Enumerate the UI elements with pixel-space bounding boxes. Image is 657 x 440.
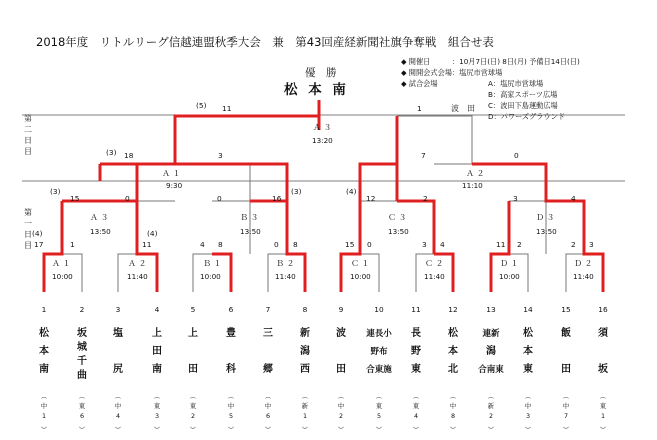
team-entry — [478, 305, 504, 434]
team-group-code: 6 — [265, 412, 271, 420]
team-entry — [300, 305, 310, 434]
team-entry — [152, 305, 162, 434]
team-name-char: 東 — [523, 364, 533, 375]
team-name-char: 尻 — [113, 364, 123, 375]
svg-text:13:50: 13:50 — [388, 227, 409, 236]
team-group-code: 中 — [227, 402, 235, 410]
team-name-char: 連新 — [482, 329, 500, 339]
team-group-code: 8 — [450, 412, 456, 420]
svg-text:Ｄ ３: Ｄ ３ — [536, 213, 555, 222]
venue-c: C：波田下島運動広場 — [488, 101, 558, 110]
team-seed-number: 8 — [302, 305, 308, 314]
team-name-char: 飯 — [561, 328, 571, 339]
svg-text:10:00: 10:00 — [52, 272, 73, 281]
team-seed-number: 4 — [154, 305, 160, 314]
team-entry — [77, 305, 88, 434]
team-paren-open: ︵ — [487, 392, 495, 400]
team-paren-open: ︵ — [337, 392, 345, 400]
team-paren-close: ︶ — [449, 426, 457, 434]
svg-text:(3): (3) — [106, 148, 117, 157]
svg-text:3: 3 — [218, 151, 223, 160]
team-entry — [188, 305, 198, 434]
final-left-note: (5) — [196, 101, 207, 110]
team-paren-open: ︵ — [114, 392, 122, 400]
semi-a1-time: 9:30 — [166, 181, 183, 190]
team-name-char: 上 — [188, 328, 198, 339]
svg-text:Ｃ １: Ｃ １ — [351, 259, 370, 268]
team-entry — [365, 305, 392, 434]
team-paren-open: ︵ — [227, 392, 235, 400]
team-name-char: 野 — [411, 346, 421, 357]
svg-text:日: 日 — [24, 230, 32, 239]
svg-text:0: 0 — [367, 240, 372, 249]
svg-text:8: 8 — [218, 240, 223, 249]
svg-text:13:50: 13:50 — [536, 227, 557, 236]
team-group-code: 3 — [525, 412, 531, 420]
team-name-char: 長 — [411, 328, 421, 339]
svg-text:3: 3 — [513, 194, 518, 203]
svg-text:Ａ ３: Ａ ３ — [90, 213, 109, 222]
svg-text:Ａ ２: Ａ ２ — [128, 259, 147, 268]
team-group-code: 東 — [375, 402, 383, 410]
final-left-score: 11 — [222, 104, 232, 113]
team-group-code: 新 — [487, 402, 495, 410]
final-label: Ａ ３ — [313, 123, 332, 132]
team-paren-open: ︵ — [264, 392, 272, 400]
team-name-char: 南 — [39, 364, 49, 375]
team-paren-open: ︵ — [449, 392, 457, 400]
team-paren-close: ︶ — [227, 426, 235, 434]
team-name-char: 連長小 — [366, 329, 392, 339]
svg-text:10:00: 10:00 — [350, 272, 371, 281]
venue-a: A：塩尻市営球場 — [488, 79, 544, 88]
svg-text:目: 目 — [24, 147, 32, 156]
round-two — [50, 187, 576, 236]
team-paren-close: ︶ — [264, 426, 272, 434]
event-dates: ◆ 開催日 ：10月7日(日) 8日(月) 予備日14日(日) — [401, 57, 580, 66]
team-name-char: 新 — [300, 328, 310, 339]
team-group-code: 1 — [302, 412, 308, 420]
team-seed-number: 1 — [41, 305, 47, 314]
team-paren-open: ︵ — [412, 392, 420, 400]
team-name-char: 合南東 — [478, 365, 504, 375]
team-list — [38, 305, 608, 434]
page-title: 2018年度 リトルリーグ信越連盟秋季大会 兼 第43回産経新聞社旗争奪戦 組合せ表 — [36, 35, 494, 49]
team-seed-number: 7 — [265, 305, 271, 314]
team-group-code: 中 — [524, 402, 532, 410]
team-entry — [336, 305, 346, 434]
team-paren-close: ︶ — [189, 426, 197, 434]
team-entry — [522, 305, 534, 434]
team-name-char: 科 — [226, 364, 236, 375]
team-name-char: 松 — [448, 328, 458, 339]
svg-text:(3): (3) — [291, 187, 302, 196]
opening-venue: ◆ 開開会式会場：塩尻市営球場 — [401, 68, 503, 77]
winner-label: 優 勝 — [305, 67, 337, 79]
team-group-code: 中 — [114, 402, 122, 410]
svg-text:0: 0 — [217, 194, 222, 203]
final-round — [196, 101, 475, 145]
team-paren-close: ︶ — [412, 426, 420, 434]
team-seed-number: 10 — [374, 305, 384, 314]
team-paren-close: ︶ — [78, 426, 86, 434]
team-name-char: 合東施 — [366, 365, 392, 375]
svg-text:Ｄ １: Ｄ １ — [500, 259, 519, 268]
team-group-code: 中 — [562, 402, 570, 410]
team-name-char: 南 — [152, 364, 162, 375]
team-paren-open: ︵ — [78, 392, 86, 400]
svg-text:11:40: 11:40 — [424, 272, 445, 281]
svg-text:目: 目 — [24, 241, 32, 250]
team-paren-open: ︵ — [40, 392, 48, 400]
team-name-char: 城 — [77, 342, 87, 353]
team-seed-number: 13 — [486, 305, 496, 314]
team-name-char: 潟 — [486, 346, 496, 357]
team-paren-close: ︶ — [337, 426, 345, 434]
team-paren-close: ︶ — [114, 426, 122, 434]
team-entry — [561, 305, 571, 434]
team-group-code: 中 — [40, 402, 48, 410]
team-group-code: 3 — [154, 412, 160, 420]
svg-text:12: 12 — [366, 194, 376, 203]
svg-text:18: 18 — [124, 151, 134, 160]
svg-text:(4): (4) — [147, 229, 158, 238]
svg-text:17: 17 — [34, 240, 44, 249]
svg-text:Ｂ ３: Ｂ ３ — [240, 213, 259, 222]
svg-text:(3): (3) — [50, 187, 61, 196]
team-paren-open: ︵ — [301, 392, 309, 400]
team-paren-open: ︵ — [562, 392, 570, 400]
final-right-team: 波 田 — [451, 104, 475, 113]
final-right-score: 1 — [417, 104, 422, 113]
team-name-char: 本 — [523, 346, 533, 357]
svg-text:3: 3 — [422, 240, 427, 249]
team-group-code: 2 — [190, 412, 196, 420]
team-name-char: 田 — [188, 364, 198, 375]
svg-text:1: 1 — [70, 240, 75, 249]
team-group-code: 5 — [228, 412, 234, 420]
team-paren-close: ︶ — [153, 426, 161, 434]
svg-text:10:00: 10:00 — [499, 272, 520, 281]
svg-text:0: 0 — [125, 194, 130, 203]
svg-text:0: 0 — [274, 240, 279, 249]
svg-text:Ｃ ３: Ｃ ３ — [388, 213, 407, 222]
svg-text:11: 11 — [496, 240, 506, 249]
team-name-char: 田 — [336, 364, 346, 375]
team-group-code: 中 — [337, 402, 345, 410]
team-name-char: 松 — [523, 328, 533, 339]
svg-text:2: 2 — [571, 240, 576, 249]
svg-text:8: 8 — [293, 240, 298, 249]
semi-a2-time: 11:10 — [462, 181, 483, 190]
team-paren-close: ︶ — [562, 426, 570, 434]
svg-text:3: 3 — [589, 240, 594, 249]
team-group-code: 東 — [599, 402, 607, 410]
team-seed-number: 16 — [598, 305, 608, 314]
team-name-char: 田 — [561, 364, 571, 375]
team-entry — [598, 305, 608, 434]
day-label-2 — [24, 113, 32, 156]
team-group-code: 6 — [79, 412, 85, 420]
team-name-char: 本 — [448, 346, 458, 357]
team-seed-number: 11 — [411, 305, 421, 314]
team-name-char: 上 — [152, 328, 162, 339]
team-entry — [447, 305, 459, 434]
team-seed-number: 2 — [79, 305, 85, 314]
svg-text:日: 日 — [24, 136, 32, 145]
svg-text:一: 一 — [24, 219, 32, 228]
team-group-code: 東 — [153, 402, 161, 410]
svg-text:10:00: 10:00 — [200, 272, 221, 281]
team-name-char: 北 — [448, 364, 458, 375]
venues-heading: ◆ 試合会場 — [401, 79, 438, 88]
svg-text:2: 2 — [517, 240, 522, 249]
svg-text:13:50: 13:50 — [90, 227, 111, 236]
team-paren-close: ︶ — [40, 426, 48, 434]
team-paren-open: ︵ — [189, 392, 197, 400]
semifinal-round — [106, 148, 519, 190]
svg-text:15: 15 — [70, 194, 80, 203]
svg-text:4: 4 — [440, 240, 445, 249]
svg-text:Ａ １: Ａ １ — [52, 259, 71, 268]
team-group-code: 東 — [189, 402, 197, 410]
svg-text:15: 15 — [345, 240, 355, 249]
team-name-char: 本 — [39, 346, 49, 357]
team-paren-open: ︵ — [153, 392, 161, 400]
team-name-char: 田 — [152, 346, 162, 357]
svg-text:11:40: 11:40 — [573, 272, 594, 281]
team-name-char: 松 — [39, 328, 49, 339]
team-paren-open: ︵ — [524, 392, 532, 400]
svg-text:11: 11 — [142, 240, 152, 249]
team-seed-number: 6 — [228, 305, 234, 314]
team-paren-open: ︵ — [375, 392, 383, 400]
team-paren-close: ︶ — [599, 426, 607, 434]
svg-text:11:40: 11:40 — [275, 272, 296, 281]
team-entry — [263, 305, 273, 434]
team-group-code: 東 — [412, 402, 420, 410]
team-group-code: 中 — [449, 402, 457, 410]
team-paren-close: ︶ — [524, 426, 532, 434]
final-time: 13:20 — [312, 136, 333, 145]
team-name-char: 西 — [300, 364, 310, 375]
team-seed-number: 3 — [115, 305, 121, 314]
team-name-char: 波 — [336, 328, 346, 339]
svg-text:Ｄ ２: Ｄ ２ — [574, 259, 593, 268]
team-seed-number: 9 — [338, 305, 344, 314]
team-paren-close: ︶ — [301, 426, 309, 434]
team-name-char: 坂 — [77, 328, 87, 339]
team-name-char: 千 — [77, 356, 87, 367]
team-name-char: 三 — [263, 328, 273, 339]
team-paren-close: ︶ — [375, 426, 383, 434]
svg-text:11:40: 11:40 — [127, 272, 148, 281]
team-entry — [225, 305, 237, 434]
svg-text:(4): (4) — [346, 187, 357, 196]
team-group-code: 東 — [78, 402, 86, 410]
team-group-code: 新 — [301, 402, 309, 410]
team-name-char: 野布 — [370, 347, 388, 357]
svg-text:7: 7 — [421, 151, 426, 160]
team-entry — [411, 305, 422, 434]
team-seed-number: 14 — [523, 305, 533, 314]
svg-text:16: 16 — [272, 194, 282, 203]
team-name-char: 曲 — [77, 370, 87, 381]
team-seed-number: 15 — [561, 305, 571, 314]
team-group-code: 1 — [600, 412, 606, 420]
svg-text:4: 4 — [200, 240, 205, 249]
team-group-code: 1 — [41, 412, 47, 420]
semi-a1-label: Ａ １ — [162, 169, 181, 178]
team-entry — [38, 305, 50, 434]
svg-text:二: 二 — [24, 125, 32, 134]
venue-b: B：高家スポーツ広場 — [488, 90, 558, 99]
team-entry — [113, 305, 123, 434]
team-group-code: 7 — [563, 412, 569, 420]
team-seed-number: 5 — [190, 305, 196, 314]
svg-text:Ｂ １: Ｂ １ — [203, 259, 222, 268]
svg-text:4: 4 — [571, 194, 576, 203]
svg-text:2: 2 — [423, 194, 428, 203]
team-name-char: 須 — [598, 328, 608, 339]
svg-text:(4): (4) — [32, 229, 43, 238]
team-group-code: 中 — [264, 402, 272, 410]
day-label-1 — [24, 207, 32, 250]
semi-a2-label: Ａ ２ — [466, 169, 485, 178]
team-group-code: 5 — [376, 412, 382, 420]
team-group-code: 4 — [115, 412, 121, 420]
info-notes — [401, 57, 580, 121]
team-group-code: 2 — [488, 412, 494, 420]
svg-text:Ｂ ２: Ｂ ２ — [276, 259, 295, 268]
champion-name: 松 本 南 — [284, 82, 349, 98]
team-name-char: 豊 — [226, 328, 236, 339]
svg-text:Ｃ ２: Ｃ ２ — [425, 259, 444, 268]
team-seed-number: 12 — [448, 305, 458, 314]
team-paren-open: ︵ — [599, 392, 607, 400]
svg-text:0: 0 — [514, 151, 519, 160]
team-name-char: 坂 — [598, 364, 608, 375]
team-group-code: 2 — [338, 412, 344, 420]
team-name-char: 東 — [411, 364, 421, 375]
svg-text:第: 第 — [24, 114, 32, 123]
venue-d: D：パワーズグラウンド — [488, 112, 566, 121]
team-paren-close: ︶ — [487, 426, 495, 434]
svg-text:13:50: 13:50 — [240, 227, 261, 236]
team-name-char: 塩 — [113, 328, 123, 339]
team-name-char: 潟 — [300, 346, 310, 357]
team-name-char: 郷 — [263, 364, 273, 375]
team-group-code: 4 — [413, 412, 419, 420]
svg-text:第: 第 — [24, 208, 32, 217]
